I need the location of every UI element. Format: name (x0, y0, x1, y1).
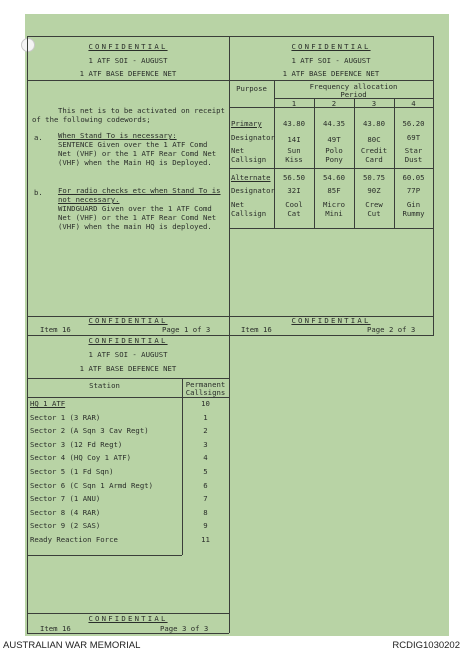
rule (27, 378, 229, 379)
station-name: Sector 3 (12 Fd Regt) (30, 440, 123, 449)
alternate-designator: 85F (327, 186, 341, 195)
alternate-callsign: Crew (365, 200, 383, 209)
page1-subtitle: 1 ATF SOI - AUGUST (88, 56, 168, 65)
archive-credit: AUSTRALIAN WAR MEMORIAL (3, 640, 141, 651)
rule (27, 555, 182, 556)
alternate-callsign: Cat (287, 209, 301, 218)
alternate-callsign: Micro (323, 200, 345, 209)
alternate-callsign: Mini (325, 209, 343, 218)
rule (229, 335, 230, 633)
primary-callsign-label: Callsign (231, 155, 267, 164)
alternate-designator: 32I (287, 186, 301, 195)
primary-callsign: Card (365, 155, 383, 164)
item-b-line: not necessary. (58, 195, 120, 204)
station-name: Sector 4 (HQ Coy 1 ATF) (30, 453, 132, 462)
primary-designator: 69T (406, 133, 421, 142)
page1-intro-line: This net is to be activated on receipt (58, 106, 225, 115)
purpose-header: Purpose (236, 84, 267, 93)
alternate-frequency: 60.05 (402, 173, 425, 182)
alternate-net-label: Net (231, 200, 245, 209)
alternate-label: Alternate (231, 173, 271, 182)
page2-classification: CONFIDENTIAL (291, 42, 371, 51)
rule (27, 36, 434, 37)
page2-footer-classification: CONFIDENTIAL (291, 316, 371, 325)
page1-page-label: Page 1 of 3 (162, 325, 211, 334)
primary-callsign: Pony (325, 155, 343, 164)
rule (229, 80, 433, 81)
page1-footer-classification: CONFIDENTIAL (88, 316, 168, 325)
item-b-marker: b. (34, 188, 43, 197)
primary-designator-label: Designator (231, 133, 275, 142)
page3-subtitle: 1 ATF SOI - AUGUST (88, 350, 168, 359)
primary-callsign: Sun (287, 146, 301, 155)
page3-item-label: Item 16 (40, 624, 71, 633)
station-callsign: 11 (201, 535, 210, 544)
period-number: 1 (291, 99, 297, 108)
item-b-line: Net (VHF) or the 1 ATF Rear Comd Net (58, 213, 217, 222)
page3-page-label: Page 3 of 3 (160, 624, 209, 633)
frequency-header: Frequency allocation (309, 82, 398, 91)
primary-frequency: 56.20 (402, 119, 425, 128)
station-name: Sector 2 (A Sqn 3 Cav Regt) (30, 426, 149, 435)
page2-item-label: Item 16 (241, 325, 272, 334)
page1-classification: CONFIDENTIAL (88, 42, 168, 51)
primary-callsign: Star (404, 146, 423, 155)
period-number: 4 (411, 99, 416, 108)
station-callsign: 8 (203, 508, 208, 517)
alternate-callsign: Cut (367, 209, 381, 218)
page3-net-name: 1 ATF BASE DEFENCE NET (79, 364, 177, 373)
station-header: Station (89, 381, 120, 390)
station-callsign: 7 (203, 494, 208, 503)
station-callsign: 10 (201, 399, 210, 408)
station-name: Ready Reaction Force (30, 535, 118, 544)
alternate-callsign: Rummy (402, 209, 425, 218)
rule (27, 80, 229, 81)
archive-reference: RCDIG1030202 (392, 640, 460, 651)
station-callsign: 4 (203, 453, 208, 462)
rule (433, 36, 434, 335)
station-name: Sector 6 (C Sqn 1 Armd Regt) (30, 481, 154, 490)
alternate-callsign: Gin (406, 200, 421, 209)
item-b-line: For radio checks etc when Stand To is (58, 186, 221, 195)
page3-footer-classification: CONFIDENTIAL (88, 614, 168, 623)
rule (27, 397, 229, 398)
rule (229, 168, 433, 169)
callsign-header: Permanent (185, 380, 226, 389)
item-a-line: (VHF) when the Main HQ is Deployed. (58, 158, 212, 167)
alternate-frequency: 54.60 (323, 173, 345, 182)
primary-callsign: Polo (325, 146, 343, 155)
page1-intro-line: of the following codewords; (32, 115, 151, 124)
alternate-designator-label: Designator (231, 186, 275, 195)
item-b-line: WINDGUARD Given over the 1 ATF Comd (58, 204, 212, 213)
primary-label: Primary (231, 119, 262, 128)
page1-item-label: Item 16 (40, 325, 71, 334)
primary-net-label: Net (231, 146, 245, 155)
page2-net-name: 1 ATF BASE DEFENCE NET (282, 69, 380, 78)
station-name: Sector 8 (4 RAR) (30, 508, 101, 517)
page2-subtitle: 1 ATF SOI - AUGUST (291, 56, 371, 65)
alternate-designator: 90Z (367, 186, 381, 195)
station-name: Sector 1 (3 RAR) (30, 413, 101, 422)
item-a-line: SENTENCE Given over the 1 ATF Comd (58, 140, 208, 149)
alternate-designator: 77P (406, 186, 421, 195)
station-name: Sector 9 (2 SAS) (30, 521, 101, 530)
station-callsign: 3 (203, 440, 208, 449)
primary-designator: 14I (287, 135, 301, 144)
station-callsign: 6 (203, 481, 208, 490)
page3-classification: CONFIDENTIAL (88, 336, 168, 345)
alternate-frequency: 50.75 (363, 173, 385, 182)
primary-frequency: 44.35 (323, 119, 345, 128)
period-number: 2 (331, 99, 337, 108)
primary-frequency: 43.80 (363, 119, 385, 128)
station-callsign: 1 (203, 413, 208, 422)
primary-designator: 80C (367, 135, 381, 144)
page1-net-name: 1 ATF BASE DEFENCE NET (79, 69, 177, 78)
primary-callsign: Dust (404, 155, 423, 164)
period-number: 3 (371, 99, 377, 108)
station-name: Sector 7 (1 ANU) (30, 494, 101, 503)
primary-callsign: Kiss (285, 155, 303, 164)
alternate-callsign: Cool (285, 200, 303, 209)
rule (229, 228, 433, 229)
item-b-line: (VHF) when the main HQ is deployed. (58, 222, 212, 231)
alternate-callsign-label: Callsign (231, 209, 267, 218)
rule (27, 633, 229, 634)
primary-callsign: Credit (360, 146, 388, 155)
station-callsign: 2 (203, 426, 208, 435)
primary-frequency: 43.80 (283, 119, 305, 128)
station-callsign: 9 (203, 521, 208, 530)
alternate-frequency: 56.50 (283, 173, 305, 182)
period-header: Period (340, 90, 367, 99)
callsign-header: Callsigns (185, 388, 226, 397)
item-a-heading: When Stand To is necessary: (58, 131, 177, 140)
item-a-marker: a. (34, 133, 43, 142)
item-a-line: Net (VHF) or the 1 ATF Rear Comd Net (58, 149, 217, 158)
page2-page-label: Page 2 of 3 (367, 325, 416, 334)
station-callsign: 5 (203, 467, 208, 476)
primary-designator: 49T (327, 135, 341, 144)
station-name: Sector 5 (1 Fd Sqn) (30, 467, 114, 476)
station-name: HQ 1 ATF (30, 399, 66, 408)
